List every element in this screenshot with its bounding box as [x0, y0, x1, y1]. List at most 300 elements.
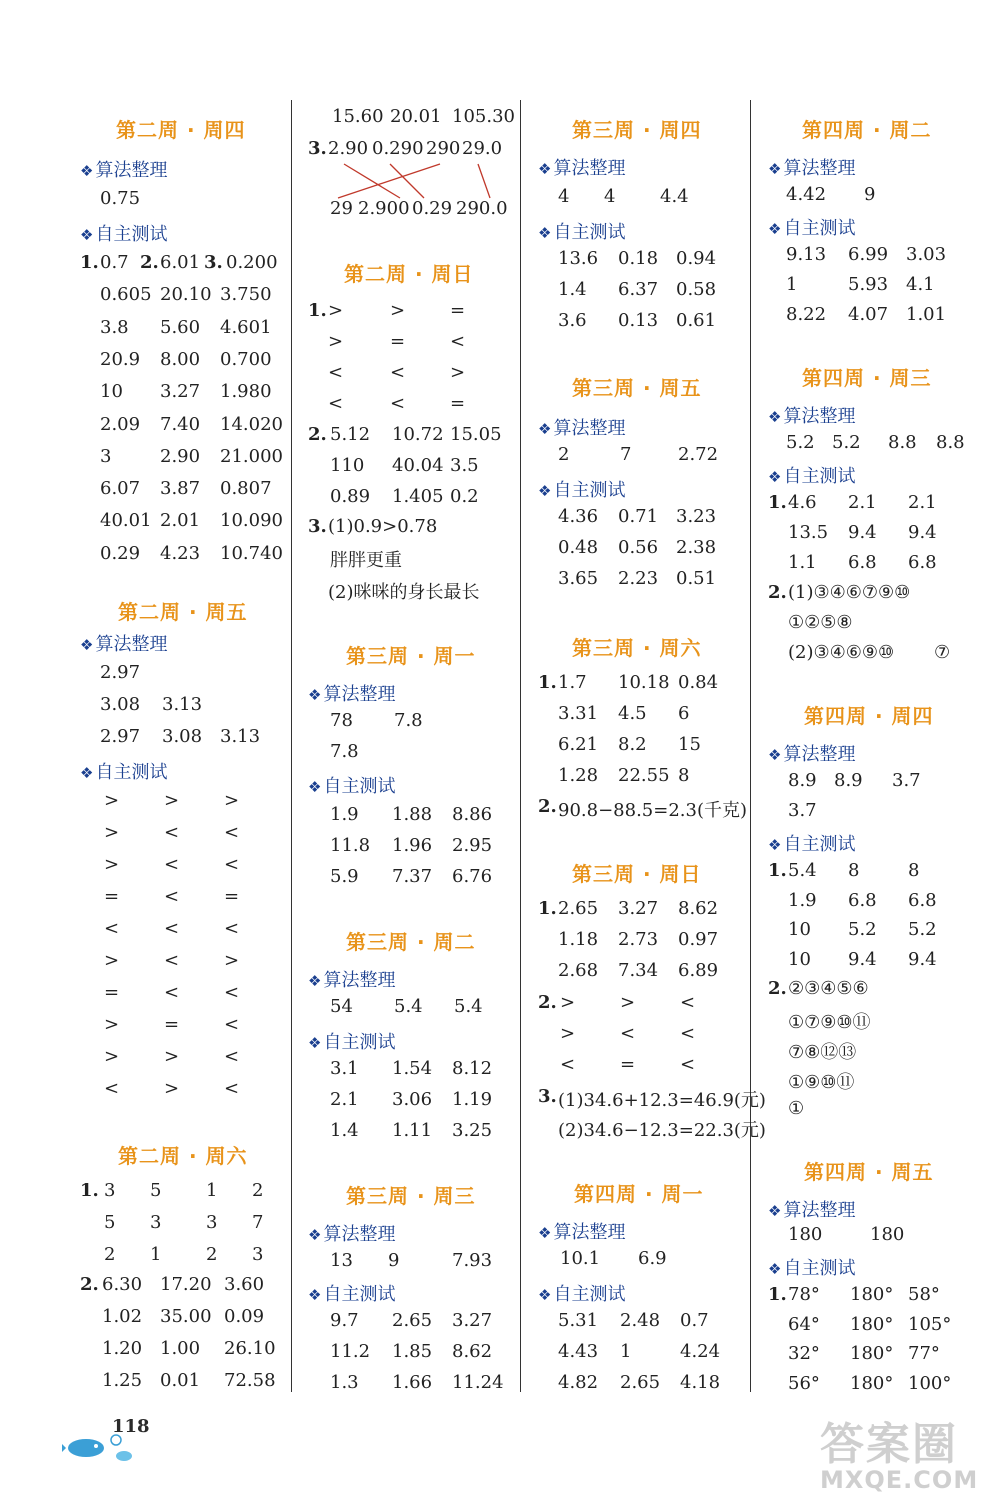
answer-value: 3.7 [892, 770, 921, 791]
answer-value: < [328, 362, 344, 383]
answer-value: < [328, 393, 344, 414]
answer-value: 9 [388, 1250, 400, 1271]
answer-value: 15 [678, 734, 701, 755]
answer-row: ① [788, 1098, 805, 1119]
answer-value: > [224, 950, 240, 971]
answer-value: 0.89 [330, 486, 371, 507]
self-test-label: ❖ 自主测试 [768, 466, 856, 487]
answer-value: < [224, 1014, 240, 1035]
answer-value: 0.61 [676, 310, 717, 331]
answer-value: 13.6 [558, 248, 599, 269]
answer-value: > [390, 300, 406, 321]
answer-value: 78° [788, 1284, 820, 1305]
answer-value: 8.8 [936, 432, 965, 453]
diamond-icon: ❖ [538, 1286, 552, 1304]
answer-value: 3.03 [906, 244, 947, 265]
answer-value: 2 [252, 1180, 264, 1201]
answer-value: 6.8 [908, 889, 937, 911]
watermark-logo-text: 答案圈 [820, 1419, 958, 1470]
answer-value: 20.10 [160, 284, 212, 306]
answer-value: 1.01 [906, 304, 947, 325]
answer-value: 180 [788, 1224, 823, 1245]
answer-value: > [104, 790, 120, 811]
answer-value: 1.00 [160, 1338, 201, 1359]
answer-value: 7 [620, 444, 632, 465]
answer-value: 7 [252, 1212, 264, 1233]
answer-row: ⑦⑧⑫⑬ [788, 1042, 857, 1063]
answer-value: 4.42 [786, 184, 827, 205]
answer-value: 3.08 [162, 726, 203, 747]
answer-value: 64° [788, 1313, 820, 1335]
answer-value: 3.27 [452, 1310, 493, 1331]
answer-value: 1.9 [330, 804, 359, 825]
answer-value: < [224, 1078, 240, 1099]
answer-value: 3.8 [100, 316, 129, 338]
answer-value: > [164, 790, 180, 811]
answer-value: = [164, 1014, 180, 1035]
section-heading: 第四周 · 周四 [804, 704, 934, 728]
answer-value: 1.3 [330, 1372, 359, 1393]
answer-value: > [560, 992, 576, 1013]
answer-value: < [224, 854, 240, 875]
answer-value: 1.20 [102, 1338, 143, 1359]
answer-value: 1.85 [392, 1341, 433, 1362]
answer-value: 3.5 [450, 455, 479, 476]
answer-value: 6.9 [638, 1248, 667, 1269]
answer-value: 1.02 [102, 1306, 143, 1327]
answer-value: 6.07 [100, 478, 141, 500]
answer-value: < [164, 982, 180, 1003]
answer-value: 5.4 [394, 996, 423, 1017]
answer-value: 10 [100, 381, 123, 403]
answer-value: > [104, 1014, 120, 1035]
answer-value: 1.4 [558, 279, 587, 300]
answer-value: 0.97 [678, 929, 719, 950]
diamond-icon: ❖ [308, 686, 322, 704]
answer-row: ①②⑤⑧ [788, 612, 853, 633]
answer-value: 0.58 [676, 279, 717, 300]
answer-value: 5.31 [558, 1310, 599, 1331]
answer-value: 6 [678, 703, 690, 724]
answer-value: 72.58 [224, 1370, 276, 1391]
answer-value: > [224, 790, 240, 811]
answer-value: 2.09 [100, 413, 141, 435]
answer-value: 1.18 [558, 929, 599, 950]
answer-value: < [164, 822, 180, 843]
algorithm-label: ❖ 算法整理 [308, 684, 396, 705]
answer-value: 20.9 [100, 348, 141, 370]
matching-question: 3. 2.90 0.290 290 29.0 29 2.900 0.29 290.0 [308, 138, 513, 228]
answer-value: 35.00 [160, 1306, 212, 1327]
answer-value: > [104, 1046, 120, 1067]
answer-value: 2 [558, 444, 570, 465]
answer-value: 78 [330, 710, 353, 731]
algorithm-label: ❖ 算法整理 [538, 418, 626, 439]
answer-value: 3 [150, 1212, 162, 1233]
answer-value: 0.51 [676, 568, 717, 589]
answer-value: 8 [848, 860, 860, 881]
answer-value: 15.05 [450, 424, 502, 445]
answer-value: 3.27 [618, 898, 659, 919]
algorithm-label: ❖ 算法整理 [80, 160, 168, 181]
answer-value: 8.00 [160, 348, 201, 370]
section-heading: 第三周 · 周二 [346, 930, 476, 954]
answer-value: < [224, 1046, 240, 1067]
column-divider [750, 100, 751, 1392]
answer-value: < [680, 992, 696, 1013]
answer-value: 10 [788, 948, 811, 970]
answer-value: 110 [330, 455, 365, 476]
answer-value: 13 [330, 1250, 353, 1271]
section-heading: 第三周 · 周五 [572, 376, 702, 400]
answer-value: 3 [104, 1180, 116, 1201]
answer-value: 1.19 [452, 1089, 493, 1110]
self-test-label: ❖ 自主测试 [768, 1258, 856, 1279]
diamond-icon: ❖ [80, 162, 94, 180]
answer-value: 5.2 [832, 432, 861, 453]
answer-value: 8.2 [618, 734, 647, 755]
answer-value: 0.48 [558, 537, 599, 558]
question-number: 1. [308, 300, 327, 321]
question-number: 1. [768, 1284, 787, 1305]
answer-value: 1.25 [102, 1370, 143, 1391]
answer-row: (2)咪咪的身长最长 [328, 582, 480, 603]
answer-value: 58° [908, 1284, 940, 1305]
diamond-icon: ❖ [308, 1034, 322, 1052]
answer-value: 3.08 [100, 694, 141, 715]
answer-value: 3.1 [330, 1058, 359, 1079]
answer-value: > [620, 992, 636, 1013]
answer-value: < [560, 1054, 576, 1075]
question-number: 2. [538, 992, 557, 1013]
answer-value: 3.6 [558, 310, 587, 331]
answer-value: 9.13 [786, 244, 827, 265]
answer-value: = [224, 886, 240, 907]
answer-value: 5 [104, 1212, 116, 1233]
algorithm-label: ❖ 算法整理 [538, 158, 626, 179]
algorithm-label: ❖ 算法整理 [308, 1224, 396, 1245]
answer-row: ①⑨⑩⑪ [788, 1072, 855, 1093]
answer-value: 10.740 [220, 542, 283, 564]
answer-value: 1.7 [558, 672, 587, 693]
answer-value: 21.000 [220, 445, 283, 467]
answer-value: 2.65 [558, 898, 599, 919]
answer-value: 2.95 [452, 835, 493, 856]
answer-value: 180° [850, 1284, 894, 1305]
answer-value: 0.605 [100, 284, 152, 306]
answer-value: < [390, 393, 406, 414]
answer-value: = [620, 1054, 636, 1075]
answer-value: > [328, 331, 344, 352]
answer-value: 4.4 [660, 186, 689, 207]
answer-value: 100° [908, 1372, 952, 1394]
answer-value: 10.1 [560, 1248, 601, 1269]
algorithm-label: ❖ 算法整理 [308, 970, 396, 991]
answer-value: 6.30 [102, 1274, 143, 1295]
answer-value: < [680, 1054, 696, 1075]
answer-value: 0.94 [676, 248, 717, 269]
answer-value: 4.5 [618, 703, 647, 724]
answer-value: 9 [864, 184, 876, 205]
answer-value: 9.4 [848, 522, 877, 543]
answer-value: 8.12 [452, 1058, 493, 1079]
answer-value: > [104, 854, 120, 875]
answer-row: 0.75 [100, 188, 141, 209]
diamond-icon: ❖ [308, 778, 322, 796]
answer-value: 40.01 [100, 510, 152, 532]
answer-value: 5.12 [330, 424, 371, 445]
answer-value: 2 [104, 1244, 116, 1265]
answer-value: 6.21 [558, 734, 599, 755]
column-divider [520, 100, 521, 1392]
algorithm-label: ❖ 算法整理 [80, 634, 168, 655]
answer-value: 0.18 [618, 248, 659, 269]
answer-value: 2.97 [100, 662, 141, 683]
answer-value: 17.20 [160, 1274, 212, 1295]
answer-value: 22.55 [618, 765, 670, 786]
answer-value: 8.62 [678, 898, 719, 919]
answer-value: 7.8 [394, 710, 423, 731]
answer-value: 180° [850, 1372, 894, 1394]
answer-value: 1.66 [392, 1372, 433, 1393]
answer-value: 3.25 [452, 1120, 493, 1141]
answer-value: < [164, 918, 180, 939]
answer-value: > [104, 950, 120, 971]
answer-value: 2.72 [678, 444, 719, 465]
section-heading: 第二周 · 周五 [118, 600, 248, 624]
answer-value: 1.9 [788, 889, 817, 911]
answer-value: 0.700 [220, 348, 272, 370]
section-heading: 第三周 · 周一 [346, 644, 476, 668]
answer-value: < [224, 982, 240, 1003]
answer-value: 4.1 [906, 274, 935, 295]
diamond-icon: ❖ [768, 468, 782, 486]
answer-value: 5.9 [330, 866, 359, 887]
answer-value: 4.601 [220, 316, 272, 338]
answer-value: 40.04 [392, 455, 444, 476]
answer-value: 4.23 [160, 542, 201, 564]
answer-row: (2)34.6−12.3=22.3(元) [558, 1120, 766, 1141]
answer-value: 32° [788, 1343, 820, 1364]
self-test-label: ❖ 自主测试 [308, 1284, 396, 1305]
answer-value: > [328, 300, 344, 321]
answer-value: 10.090 [220, 510, 283, 532]
diamond-icon: ❖ [768, 408, 782, 426]
answer-value: < [224, 918, 240, 939]
diamond-icon: ❖ [768, 836, 782, 854]
watermark [820, 1408, 978, 1494]
answer-value: 2 [206, 1244, 218, 1265]
match-line [478, 164, 490, 198]
question-number: 2. [80, 1274, 99, 1295]
answer-value: < [680, 1023, 696, 1044]
answer-value: 4.18 [680, 1372, 721, 1393]
answer-row: ①⑦⑨⑩⑪ [788, 1012, 871, 1033]
answer-value: < [164, 854, 180, 875]
question-number: 2. [308, 424, 327, 445]
diamond-icon: ❖ [768, 160, 782, 178]
algorithm-label: ❖ 算法整理 [768, 158, 856, 179]
answer-value: 11.2 [330, 1341, 371, 1362]
answer-value: 8 [908, 860, 920, 881]
self-test-label: ❖ 自主测试 [308, 776, 396, 797]
answer-value: 2.1 [848, 492, 877, 513]
answer-value: 4.07 [848, 304, 889, 325]
answer-value: 1.11 [392, 1120, 433, 1141]
section-heading: 第二周 · 周四 [116, 118, 246, 142]
self-test-label: ❖ 自主测试 [80, 224, 168, 245]
answer-value: 5.4 [788, 860, 817, 881]
answer-value: 180° [850, 1313, 894, 1335]
answer-value: 3 [252, 1244, 264, 1265]
answer-value: > [164, 1046, 180, 1067]
question-number: 1. [768, 492, 787, 513]
answer-value: < [164, 886, 180, 907]
diamond-icon: ❖ [768, 220, 782, 238]
answer-value: 6.99 [848, 244, 889, 265]
answer-value: 4 [558, 186, 570, 207]
question-number: 1. [538, 672, 557, 693]
diamond-icon: ❖ [538, 482, 552, 500]
answer-value: < [164, 950, 180, 971]
answer-value: 6.76 [452, 866, 493, 887]
answer-value: 0.13 [618, 310, 659, 331]
answer-value: > [560, 1023, 576, 1044]
answer-value: 56° [788, 1372, 820, 1394]
answer-value: 7.37 [392, 866, 433, 887]
answer-value: 0.84 [678, 672, 719, 693]
diamond-icon: ❖ [538, 1224, 552, 1242]
question-number: 1. [80, 1180, 99, 1201]
answer-value: = [104, 982, 120, 1003]
diamond-icon: ❖ [538, 160, 552, 178]
answer-value: 54 [330, 996, 353, 1017]
answer-value: 2.1 [908, 492, 937, 513]
answer-value: < [224, 822, 240, 843]
answer-value: < [104, 918, 120, 939]
diamond-icon: ❖ [768, 746, 782, 764]
answer-value: = [390, 331, 406, 352]
answer-value: 2.65 [392, 1310, 433, 1331]
answer-value: 6.89 [678, 960, 719, 981]
answer-value: 1 [620, 1341, 632, 1362]
answer-value: 8.62 [452, 1341, 493, 1362]
answer-value: 3 [206, 1212, 218, 1233]
answer-value: 180° [850, 1343, 894, 1364]
answer-value: 4.36 [558, 506, 599, 527]
answer-value: 2.1 [330, 1089, 359, 1110]
section-heading: 第二周 · 周六 [118, 1144, 248, 1168]
answer-value: 1.54 [392, 1058, 433, 1079]
answer-value: 1 [786, 274, 798, 295]
algorithm-label: ❖ 算法整理 [768, 744, 856, 765]
answer-value: 5.2 [786, 432, 815, 453]
answer-value: 10.18 [618, 672, 670, 693]
answer-value: 2.73 [618, 929, 659, 950]
answer-value: 1.405 [392, 486, 444, 507]
answer-value: 3.87 [160, 478, 201, 500]
answer-value: < [104, 1078, 120, 1099]
diamond-icon: ❖ [80, 764, 94, 782]
answer-value: 11.24 [452, 1372, 504, 1393]
answer-value: 4 [604, 186, 616, 207]
algorithm-label: ❖ 算法整理 [768, 1200, 856, 1221]
answer-value: 1.96 [392, 835, 433, 856]
answer-value: 5.93 [848, 274, 889, 295]
section-heading: 第三周 · 周六 [572, 636, 702, 660]
self-test-label: ❖ 自主测试 [80, 762, 168, 783]
answer-value: 6.8 [848, 552, 877, 573]
answer-value: 0.09 [224, 1306, 265, 1327]
answer-value: 6.37 [618, 279, 659, 300]
answer-value: = [450, 300, 466, 321]
answer-value: 9.4 [908, 948, 937, 970]
answer-value: 4.6 [788, 492, 817, 513]
answer-value: 14.020 [220, 413, 283, 435]
answer-value: = [104, 886, 120, 907]
answer-value: 1 [206, 1180, 218, 1201]
answer-value: < [450, 331, 466, 352]
answer-value: 6.8 [908, 552, 937, 573]
answer-value: 7.8 [330, 741, 359, 762]
answer-value: 180 [870, 1224, 905, 1245]
answer-value: 26.10 [224, 1338, 276, 1359]
answer-value: 77° [908, 1343, 940, 1364]
answer-value: 105° [908, 1313, 952, 1335]
answer-value: 3.27 [160, 381, 201, 403]
answer-value: 0.2 [450, 486, 479, 507]
answer-value: 6.8 [848, 889, 877, 911]
question-number: 1. [538, 898, 557, 919]
answer-value: 3.13 [220, 726, 261, 747]
answer-value: 3.23 [676, 506, 717, 527]
answer-value: 7.93 [452, 1250, 493, 1271]
answer-value: 0.29 [100, 542, 141, 564]
answer-value: 1.4 [330, 1120, 359, 1141]
answer-value: 8 [678, 765, 690, 786]
diamond-icon: ❖ [538, 420, 552, 438]
answer-value: 3 [100, 445, 112, 467]
answer-value: < [390, 362, 406, 383]
answer-value: 0.71 [618, 506, 659, 527]
answer-value: 9.7 [330, 1310, 359, 1331]
self-test-label: ❖ 自主测试 [538, 222, 626, 243]
answer-value: 4.43 [558, 1341, 599, 1362]
answer-value: 2.23 [618, 568, 659, 589]
answer-value: 10.72 [392, 424, 444, 445]
answer-value: 7.40 [160, 413, 201, 435]
diamond-icon: ❖ [768, 1202, 782, 1220]
diamond-icon: ❖ [80, 226, 94, 244]
answer-value: 10 [788, 919, 811, 940]
answer-value: 2.68 [558, 960, 599, 981]
diamond-icon: ❖ [768, 1260, 782, 1278]
answer-value: 3.7 [788, 800, 817, 821]
answer-value: 0.807 [220, 478, 272, 500]
answer-value: 3.06 [392, 1089, 433, 1110]
answer-value: 3.65 [558, 568, 599, 589]
answer-value: 1.28 [558, 765, 599, 786]
page-number: 118 [112, 1416, 150, 1437]
answer-value: 1.1 [788, 552, 817, 573]
answer-value: 8.86 [452, 804, 493, 825]
answer-value: 2.65 [620, 1372, 661, 1393]
answer-value: 8.8 [888, 432, 917, 453]
answer-value: 0.7 [680, 1310, 709, 1331]
answer-value: 2.01 [160, 510, 201, 532]
section-heading: 第二周 · 周日 [344, 262, 474, 286]
answer-value: 5.4 [454, 996, 483, 1017]
